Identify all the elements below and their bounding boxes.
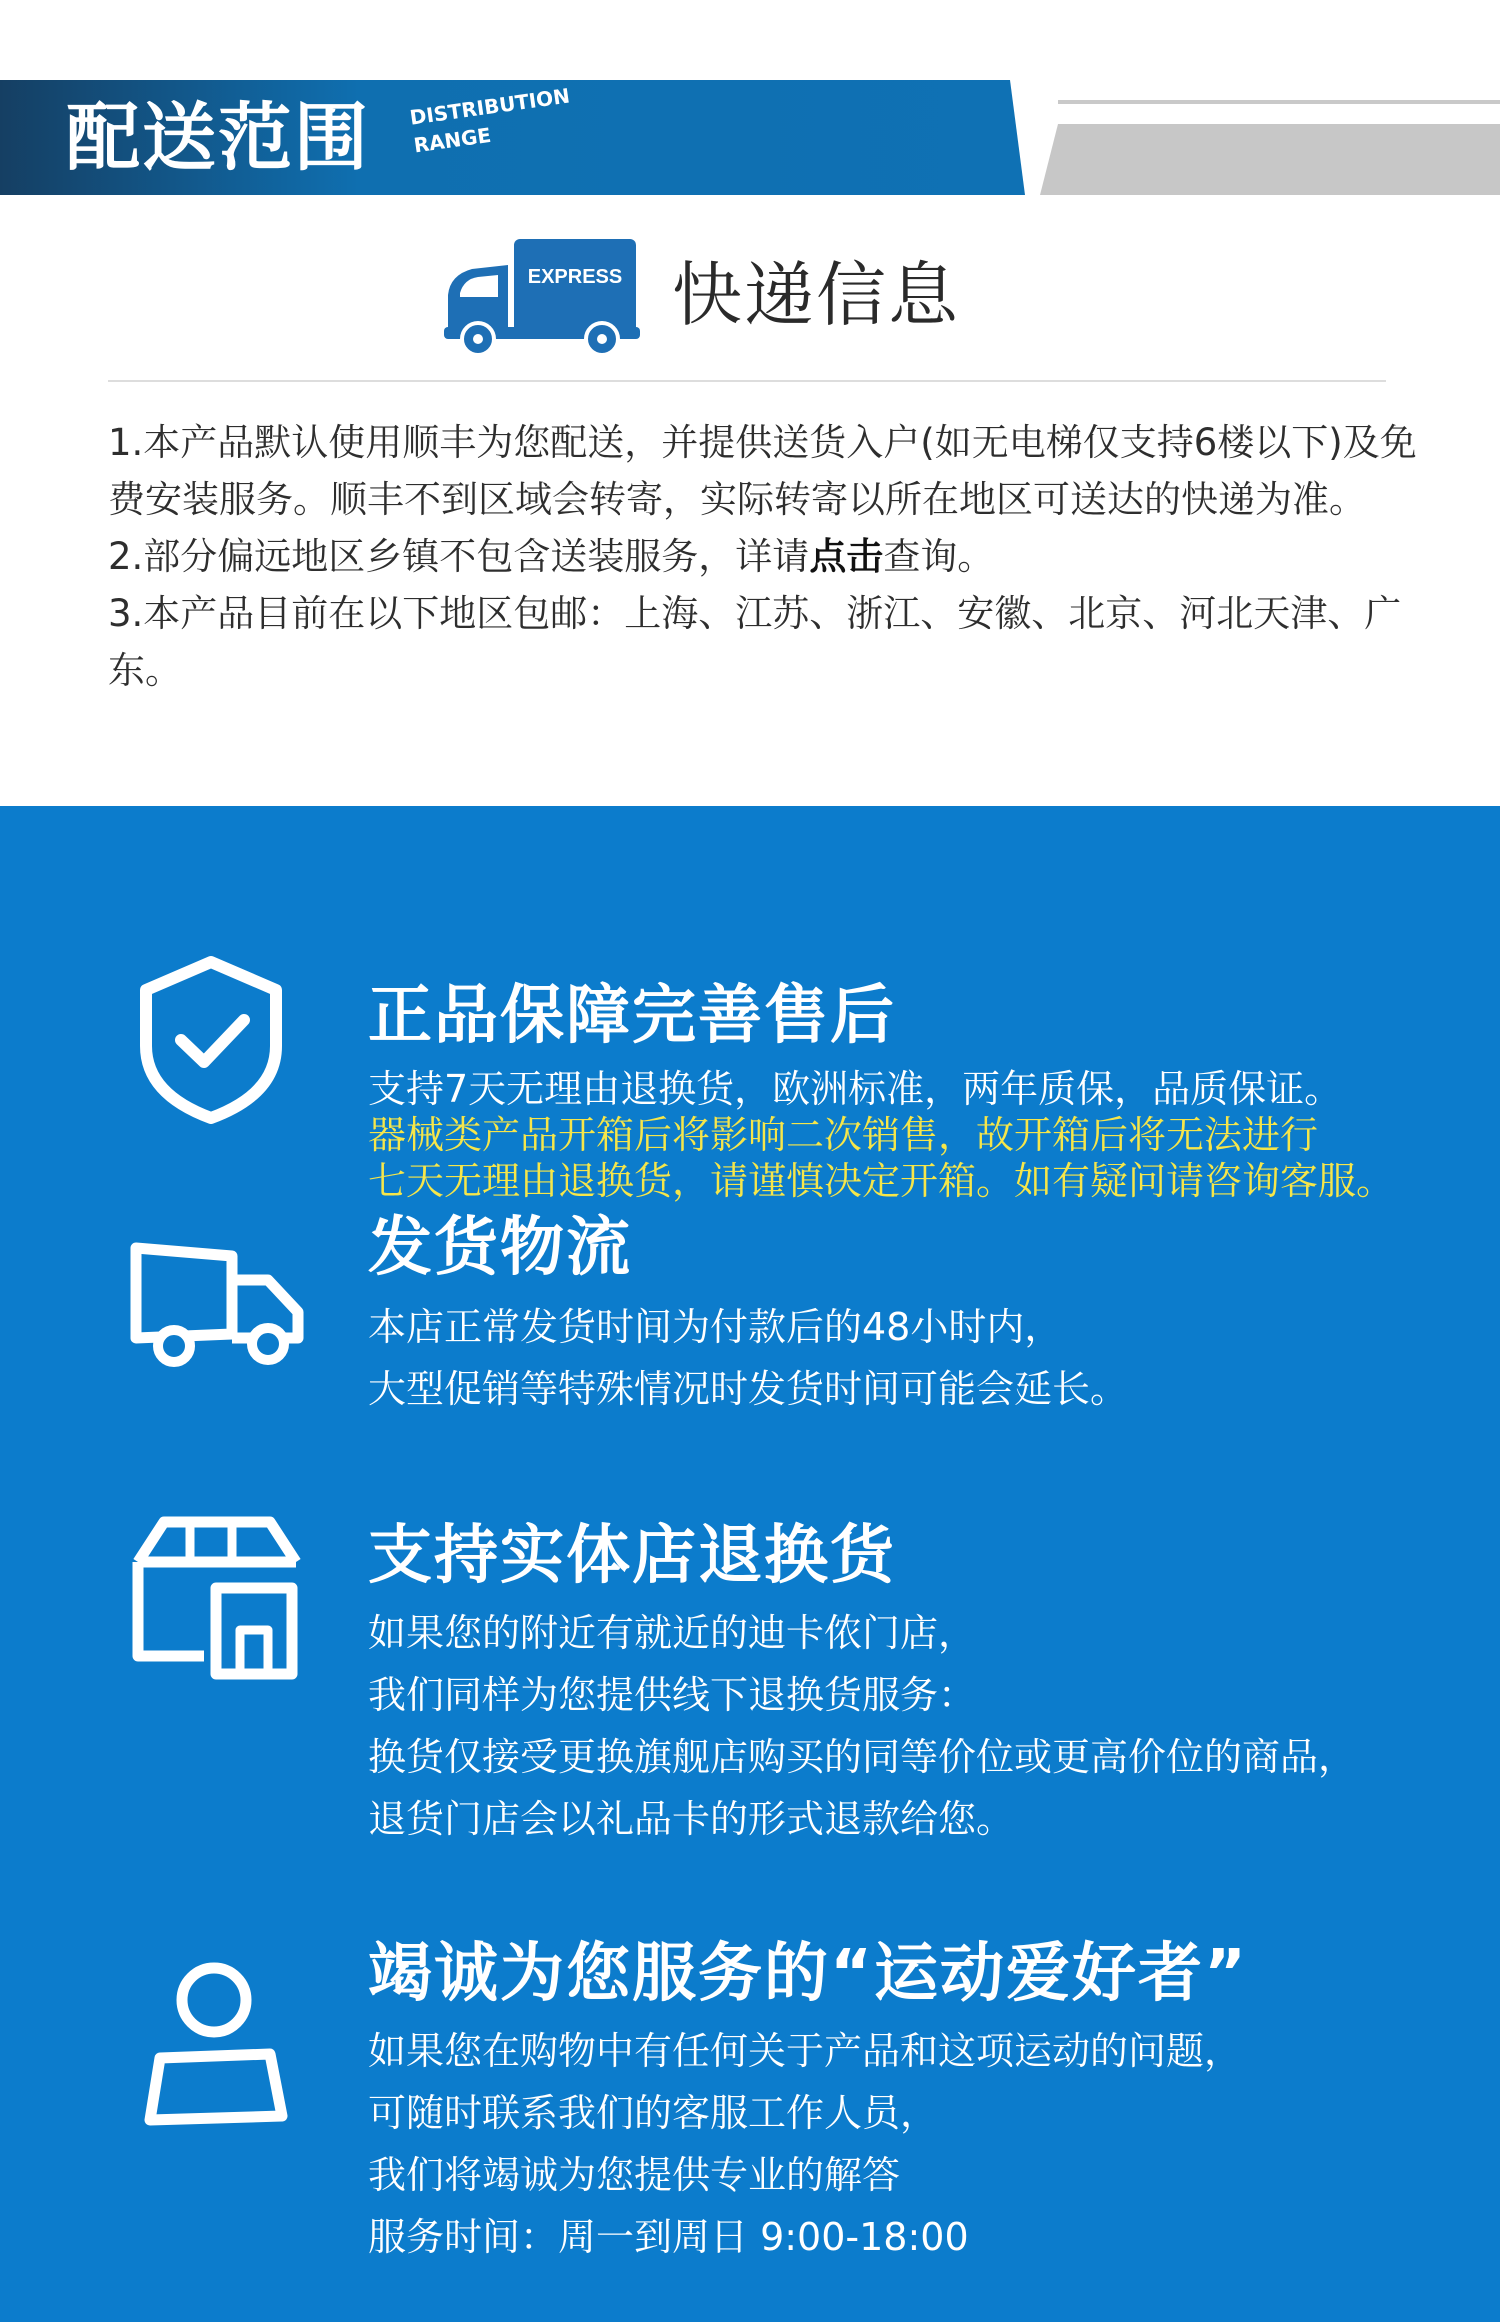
banner-gray-band <box>1040 124 1500 195</box>
service-store-return-line: 我们同样为您提供线下退换货服务： <box>368 1673 977 1717</box>
header-banner <box>0 80 1500 195</box>
express-divider <box>108 380 1386 382</box>
store-box-icon <box>128 1514 304 1684</box>
query-link[interactable]: 点击 <box>809 535 884 578</box>
note-2-tail: 查询。 <box>883 535 995 578</box>
note-2 <box>108 528 1438 585</box>
service-store-return-line: 换货仅接受更换旗舰店购买的同等价位或更高价位的商品， <box>368 1735 1357 1779</box>
service-genuine-line: 支持7天无理由退换货，欧洲标准，两年质保，品质保证。 <box>368 1067 1343 1111</box>
service-genuine-warning: 器械类产品开箱后将影响二次销售，故开箱后将无法进行 <box>368 1113 1319 1157</box>
service-hours: 服务时间：周一到周日 9:00-18:00 <box>368 2215 969 2259</box>
service-store-return-line: 退货门店会以礼品卡的形式退款给您。 <box>368 1797 1015 1841</box>
banner-subtitle-line2: RANGE <box>412 122 493 158</box>
service-support-text <box>368 2020 1478 2268</box>
service-support-line: 我们将竭诚为您提供专业的解答 <box>368 2153 901 2197</box>
service-store-return-line: 如果您的附近有就近的迪卡侬门店， <box>368 1611 977 1655</box>
service-support-title: 竭诚为您服务的“运动爱好者” <box>368 1937 1249 2011</box>
shield-check-icon <box>136 954 286 1124</box>
banner-divider <box>1058 100 1500 104</box>
service-support-line: 如果您在购物中有任何关于产品和这项运动的问题， <box>368 2029 1243 2073</box>
service-logistics-title: 发货物流 <box>368 1211 632 1285</box>
service-genuine-warning: 七天无理由退换货，请谨慎决定开箱。如有疑问请咨询客服。 <box>368 1159 1395 1203</box>
service-genuine-text <box>368 1066 1478 1204</box>
service-support-line: 可随时联系我们的客服工作人员， <box>368 2091 939 2135</box>
express-badge-text: EXPRESS <box>527 266 623 288</box>
person-icon <box>142 1958 290 2138</box>
service-store-return-text <box>368 1602 1478 1850</box>
truck-icon <box>128 1234 306 1374</box>
note-1 <box>108 414 1438 528</box>
note-3-text: 3.本产品目前在以下地区包邮：上海、江苏、浙江、安徽、北京、河北天津、广东。 <box>108 592 1402 692</box>
note-3 <box>108 585 1438 699</box>
banner-subtitle-line1: DISTRIBUTION <box>408 83 572 130</box>
banner-title: 配送范围 <box>66 95 370 181</box>
service-logistics-line: 本店正常发货时间为付款后的48小时内， <box>368 1305 1063 1349</box>
service-store-return-title: 支持实体店退换货 <box>368 1519 896 1593</box>
service-logistics-text <box>368 1296 1478 1420</box>
express-notes <box>108 414 1438 699</box>
service-panel <box>0 806 1500 2322</box>
service-logistics-line: 大型促销等特殊情况时发货时间可能会延长。 <box>368 1367 1129 1411</box>
note-1-text: 1.本产品默认使用顺丰为您配送，并提供送货入户(如无电梯仅支持6楼以下)及免费安装服务。顺丰不到区域会转寄，实际转寄以所在地区可送达的快递为准。 <box>108 421 1417 521</box>
service-genuine-title: 正品保障完善售后 <box>368 979 896 1053</box>
note-2-text: 2.部分偏远地区乡镇不包含送装服务，详请 <box>108 535 810 578</box>
express-title: 快递信息 <box>672 254 960 336</box>
express-truck-icon <box>440 235 642 355</box>
